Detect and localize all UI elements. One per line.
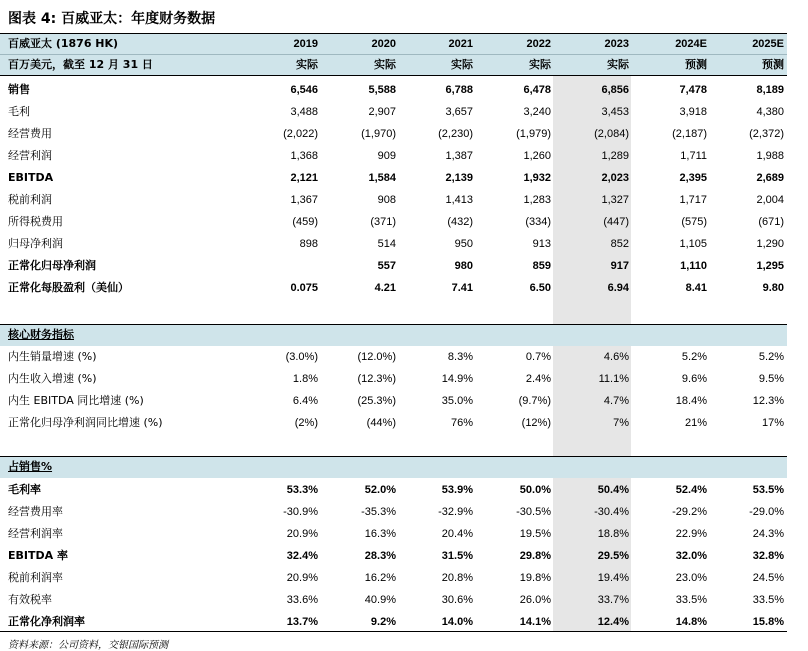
- cell-value: (1,979): [516, 128, 551, 140]
- cell-value: 8.41: [685, 282, 707, 294]
- cell-value: 7%: [613, 417, 629, 429]
- cell-value: 14.1%: [519, 616, 551, 628]
- cell-value: 24.3%: [752, 528, 784, 540]
- row-label: 有效税率: [8, 593, 52, 606]
- cell-value: 19.5%: [519, 528, 551, 540]
- year-col: 2020: [371, 38, 396, 50]
- cell-value: 17%: [761, 417, 784, 429]
- cell-value: 29.8%: [519, 550, 551, 562]
- cell-value: -32.9%: [438, 506, 473, 518]
- year-col: 2019: [293, 38, 318, 50]
- cell-value: 2,395: [679, 172, 707, 184]
- cell-value: 4.6%: [603, 351, 629, 363]
- cell-value: 1,260: [523, 150, 551, 162]
- cell-value: 18.8%: [597, 528, 629, 540]
- cell-value: 1,988: [756, 150, 784, 162]
- cell-value: -30.4%: [594, 506, 629, 518]
- cell-value: (9.7%): [518, 395, 551, 407]
- table-row: [0, 589, 787, 611]
- cell-value: 4,380: [756, 106, 784, 118]
- rule-section-core: [0, 324, 787, 325]
- cell-value: 12.3%: [752, 395, 784, 407]
- section-core-title: 核心财务指标: [8, 328, 74, 341]
- cell-value: (12.3%): [357, 373, 396, 385]
- table-row: [0, 189, 787, 211]
- cell-value: 5.2%: [681, 351, 707, 363]
- table-row: [0, 145, 787, 167]
- table-row: [0, 390, 787, 412]
- cell-value: 9.6%: [681, 373, 707, 385]
- type-col: 预测: [762, 59, 784, 71]
- cell-value: 1,367: [290, 194, 318, 206]
- cell-value: (432): [447, 216, 473, 228]
- table-row: [0, 277, 787, 299]
- cell-value: 22.9%: [675, 528, 707, 540]
- cell-value: 852: [610, 238, 629, 250]
- type-col: 实际: [451, 59, 473, 71]
- cell-value: 52.4%: [675, 484, 707, 496]
- row-label: 经营利润: [8, 149, 52, 162]
- cell-value: 76%: [450, 417, 473, 429]
- cell-value: 0.075: [290, 282, 318, 294]
- cell-value: 33.5%: [675, 594, 707, 606]
- table-row: [0, 233, 787, 255]
- type-col: 实际: [529, 59, 551, 71]
- cell-value: 859: [532, 260, 551, 272]
- cell-value: 2,907: [368, 106, 396, 118]
- cell-value: 53.3%: [286, 484, 318, 496]
- cell-value: 3,240: [523, 106, 551, 118]
- row-label: 毛利: [8, 105, 30, 118]
- company-label: 百威亚太 (1876 HK): [8, 37, 119, 50]
- cell-value: 53.9%: [441, 484, 473, 496]
- cell-value: 6.94: [607, 282, 629, 294]
- cell-value: 6,478: [523, 84, 551, 96]
- row-label: 归母净利润: [8, 237, 63, 250]
- cell-value: 514: [377, 238, 396, 250]
- cell-value: 11.1%: [598, 373, 629, 385]
- cell-value: 0.7%: [525, 351, 551, 363]
- cell-value: 1,932: [523, 172, 551, 184]
- section-sales-title: 占销售%: [8, 460, 53, 473]
- table-row: [0, 479, 787, 501]
- year-col: 2025E: [752, 38, 784, 50]
- table-row: [0, 545, 787, 567]
- cell-value: -35.3%: [361, 506, 396, 518]
- cell-value: (2,084): [594, 128, 629, 140]
- cell-value: 31.5%: [441, 550, 473, 562]
- rule-bottom: [0, 631, 787, 632]
- cell-value: 50.4%: [597, 484, 629, 496]
- cell-value: 2,121: [290, 172, 318, 184]
- table-row: [0, 412, 787, 434]
- cell-value: 7,478: [679, 84, 707, 96]
- row-label: 税前利润: [8, 193, 52, 206]
- section-core-header: [0, 324, 787, 346]
- cell-value: 30.6%: [441, 594, 473, 606]
- cell-value: 8,189: [756, 84, 784, 96]
- table-row: [0, 79, 787, 101]
- table-row: [0, 368, 787, 390]
- row-label: 内生销量增速 (%): [8, 350, 97, 363]
- cell-value: 8.3%: [447, 351, 473, 363]
- cell-value: (12.0%): [357, 351, 396, 363]
- year-col: 2024E: [675, 38, 707, 50]
- cell-value: 9.2%: [370, 616, 396, 628]
- cell-value: 6.4%: [292, 395, 318, 407]
- cell-value: 909: [377, 150, 396, 162]
- cell-value: 33.7%: [597, 594, 629, 606]
- year-col: 2023: [604, 38, 629, 50]
- cell-value: 1,290: [756, 238, 784, 250]
- cell-value: 32.8%: [752, 550, 784, 562]
- row-label: EBITDA 率: [8, 549, 68, 562]
- cell-value: -30.5%: [516, 506, 551, 518]
- cell-value: 35.0%: [441, 395, 473, 407]
- row-label: EBITDA: [8, 171, 54, 184]
- table-row: [0, 567, 787, 589]
- table-row: [0, 211, 787, 233]
- cell-value: (25.3%): [357, 395, 396, 407]
- table-row: [0, 167, 787, 189]
- cell-value: 6,856: [601, 84, 629, 96]
- row-label: 经营费用: [8, 127, 52, 140]
- cell-value: (334): [525, 216, 551, 228]
- cell-value: (2,022): [283, 128, 318, 140]
- cell-value: (2,187): [672, 128, 707, 140]
- header-row-years: [0, 33, 787, 55]
- row-label: 销售: [8, 83, 30, 96]
- cell-value: (447): [603, 216, 629, 228]
- row-label: 正常化每股盈利（美仙）: [8, 281, 129, 294]
- cell-value: 26.0%: [519, 594, 551, 606]
- row-label: 经营利润率: [8, 527, 63, 540]
- cell-value: 21%: [684, 417, 707, 429]
- cell-value: 5,588: [368, 84, 396, 96]
- cell-value: 20.9%: [286, 528, 318, 540]
- cell-value: (3.0%): [285, 351, 318, 363]
- table-row: [0, 611, 787, 633]
- cell-value: 28.3%: [364, 550, 396, 562]
- unit-label: 百万美元，截至 12 月 31 日: [8, 58, 153, 71]
- cell-value: 2,689: [756, 172, 784, 184]
- cell-value: 980: [454, 260, 473, 272]
- cell-value: 19.4%: [597, 572, 629, 584]
- cell-value: 33.5%: [752, 594, 784, 606]
- cell-value: 20.8%: [441, 572, 473, 584]
- cell-value: 29.5%: [597, 550, 629, 562]
- cell-value: 3,453: [601, 106, 629, 118]
- cell-value: 1,327: [601, 194, 629, 206]
- cell-value: 33.6%: [286, 594, 318, 606]
- cell-value: 40.9%: [364, 594, 396, 606]
- cell-value: 1,295: [756, 260, 784, 272]
- year-col: 2021: [448, 38, 473, 50]
- cell-value: 32.4%: [286, 550, 318, 562]
- cell-value: 1,711: [680, 150, 707, 162]
- cell-value: (371): [370, 216, 396, 228]
- row-label: 税前利润率: [8, 571, 63, 584]
- source-note: 资料来源：公司资料，交银国际预测: [8, 640, 168, 651]
- cell-value: 12.4%: [597, 616, 629, 628]
- cell-value: 5.2%: [758, 351, 784, 363]
- row-label: 内生收入增速 (%): [8, 372, 97, 385]
- cell-value: 1,584: [368, 172, 396, 184]
- cell-value: 20.4%: [441, 528, 473, 540]
- row-label: 正常化归母净利润同比增速 (%): [8, 416, 163, 429]
- cell-value: 1,289: [601, 150, 629, 162]
- cell-value: 1,368: [290, 150, 318, 162]
- cell-value: 3,488: [290, 106, 318, 118]
- row-label: 所得税费用: [8, 215, 63, 228]
- table-row: [0, 123, 787, 145]
- type-col: 实际: [607, 59, 629, 71]
- cell-value: 13.7%: [286, 616, 318, 628]
- row-label: 经营费用率: [8, 505, 63, 518]
- cell-value: (12%): [521, 417, 551, 429]
- table-row: [0, 523, 787, 545]
- cell-value: (44%): [366, 417, 396, 429]
- section-sales-header: [0, 456, 787, 478]
- year-col: 2022: [526, 38, 551, 50]
- cell-value: 18.4%: [675, 395, 707, 407]
- table-row: [0, 501, 787, 523]
- cell-value: 6,788: [445, 84, 473, 96]
- cell-value: 15.8%: [752, 616, 784, 628]
- cell-value: 2,139: [445, 172, 473, 184]
- cell-value: 4.21: [374, 282, 396, 294]
- cell-value: 898: [299, 238, 318, 250]
- cell-value: 14.8%: [675, 616, 707, 628]
- row-label: 毛利率: [8, 483, 41, 496]
- cell-value: 2,023: [601, 172, 629, 184]
- cell-value: 14.0%: [441, 616, 473, 628]
- cell-value: 9.80: [762, 282, 784, 294]
- type-col: 实际: [374, 59, 396, 71]
- cell-value: -30.9%: [283, 506, 318, 518]
- table-row: [0, 101, 787, 123]
- cell-value: 14.9%: [441, 373, 473, 385]
- row-label: 正常化归母净利润: [8, 259, 96, 272]
- cell-value: 6.50: [529, 282, 551, 294]
- table-row: [0, 346, 787, 368]
- cell-value: 50.0%: [519, 484, 551, 496]
- cell-value: (575): [681, 216, 707, 228]
- cell-value: -29.2%: [672, 506, 707, 518]
- cell-value: (459): [292, 216, 318, 228]
- cell-value: 1.8%: [292, 373, 318, 385]
- cell-value: (2%): [294, 417, 318, 429]
- cell-value: 20.9%: [286, 572, 318, 584]
- cell-value: -29.0%: [749, 506, 784, 518]
- cell-value: 908: [377, 194, 396, 206]
- cell-value: 19.8%: [519, 572, 551, 584]
- cell-value: (2,372): [749, 128, 784, 140]
- page-title: 图表 4: 百威亚太：年度财务数据: [8, 11, 216, 27]
- cell-value: 3,657: [445, 106, 473, 118]
- cell-value: 2,004: [756, 194, 784, 206]
- cell-value: 23.0%: [675, 572, 707, 584]
- cell-value: 53.5%: [752, 484, 784, 496]
- cell-value: 1,283: [523, 194, 551, 206]
- type-col: 实际: [296, 59, 318, 71]
- cell-value: 557: [377, 260, 396, 272]
- row-label: 正常化净利润率: [8, 615, 85, 628]
- cell-value: 6,546: [290, 84, 318, 96]
- cell-value: 1,413: [445, 194, 473, 206]
- cell-value: (671): [758, 216, 784, 228]
- cell-value: 24.5%: [752, 572, 784, 584]
- cell-value: 1,105: [679, 238, 707, 250]
- cell-value: 3,918: [679, 106, 707, 118]
- cell-value: 9.5%: [758, 373, 784, 385]
- cell-value: 2.4%: [525, 373, 551, 385]
- cell-value: 16.3%: [364, 528, 396, 540]
- cell-value: 917: [610, 260, 629, 272]
- cell-value: 1,110: [680, 260, 707, 272]
- cell-value: 1,717: [679, 194, 707, 206]
- row-label: 内生 EBITDA 同比增速 (%): [8, 394, 144, 407]
- rule-section-sales: [0, 456, 787, 457]
- type-col: 预测: [685, 59, 707, 71]
- cell-value: 52.0%: [364, 484, 396, 496]
- cell-value: 4.7%: [603, 395, 629, 407]
- table-row: [0, 255, 787, 277]
- cell-value: (2,230): [438, 128, 473, 140]
- cell-value: 7.41: [451, 282, 473, 294]
- cell-value: 32.0%: [675, 550, 707, 562]
- cell-value: 913: [532, 238, 551, 250]
- cell-value: 950: [454, 238, 473, 250]
- header-row-types: [0, 54, 787, 76]
- cell-value: 1,387: [445, 150, 473, 162]
- cell-value: 16.2%: [364, 572, 396, 584]
- cell-value: (1,970): [361, 128, 396, 140]
